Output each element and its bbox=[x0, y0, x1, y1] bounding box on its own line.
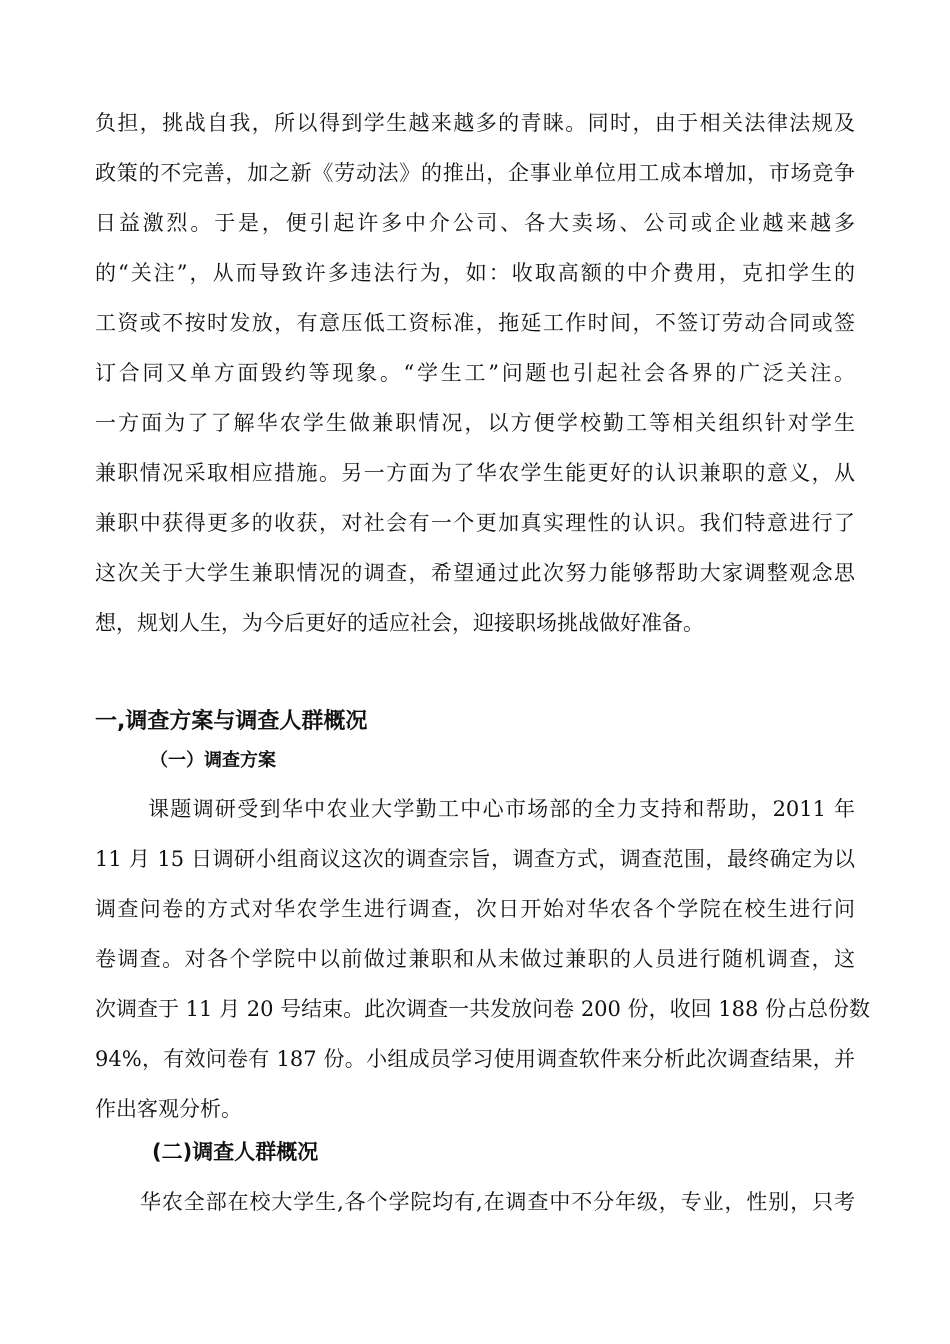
subsection-heading-population: (二)调查人群概况 bbox=[152, 1140, 319, 1164]
intro-line-2: 政策的不完善，加之新《劳动法》的推出，企事业单位用工成本增加，市场竞争 bbox=[95, 161, 855, 185]
plan-line-3: 调查问卷的方式对华农学生进行调查，次日开始对华农各个学院在校生进行问 bbox=[95, 897, 855, 921]
intro-line-7: 一方面为了了解华农学生做兼职情况，以方便学校勤工等相关组织针对学生 bbox=[95, 411, 855, 435]
intro-line-5: 工资或不按时发放，有意压低工资标准，拖延工作时间，不签订劳动合同或签 bbox=[95, 311, 855, 335]
subsection-heading-plan: （一）调查方案 bbox=[150, 750, 276, 771]
intro-line-1: 负担，挑战自我，所以得到学生越来越多的青睐。同时，由于相关法律法规及 bbox=[95, 111, 855, 135]
intro-line-4: 的“关注”，从而导致许多违法行为，如：收取高额的中介费用，克扣学生的 bbox=[95, 261, 855, 285]
plan-line-5: 次调查于 11 月 20 号结束。此次调查一共发放问卷 200 份，收回 188 份占总份数 bbox=[95, 997, 871, 1021]
plan-line-1: 课题调研受到华中农业大学勤工中心市场部的全力支持和帮助，2011 年 bbox=[148, 797, 855, 821]
intro-line-8: 兼职情况采取相应措施。另一方面为了华农学生能更好的认识兼职的意义，从 bbox=[95, 461, 855, 485]
intro-line-3: 日益激烈。于是，便引起许多中介公司、各大卖场、公司或企业越来越多 bbox=[95, 211, 855, 235]
plan-line-4: 卷调查。对各个学院中以前做过兼职和从未做过兼职的人员进行随机调查，这 bbox=[95, 947, 855, 971]
intro-line-9: 兼职中获得更多的收获，对社会有一个更加真实理性的认识。我们特意进行了 bbox=[95, 511, 855, 535]
plan-line-2: 11 月 15 日调研小组商议这次的调查宗旨，调查方式，调查范围，最终确定为以 bbox=[95, 847, 855, 871]
intro-line-11: 想，规划人生，为今后更好的适应社会，迎接职场挑战做好准备。 bbox=[95, 611, 704, 635]
plan-line-6: 94%，有效问卷有 187 份。小组成员学习使用调查软件来分析此次调查结果，并 bbox=[95, 1047, 855, 1071]
population-line-1: 华农全部在校大学生,各个学院均有,在调查中不分年级，专业，性别，只考 bbox=[140, 1190, 855, 1214]
intro-line-6: 订合同又单方面毁约等现象。“学生工”问题也引起社会各界的广泛关注。 bbox=[95, 361, 855, 385]
plan-line-7: 作出客观分析。 bbox=[95, 1097, 242, 1121]
section-heading: 一,调查方案与调查人群概况 bbox=[95, 709, 368, 734]
intro-line-10: 这次关于大学生兼职情况的调查，希望通过此次努力能够帮助大家调整观念思 bbox=[95, 561, 855, 585]
